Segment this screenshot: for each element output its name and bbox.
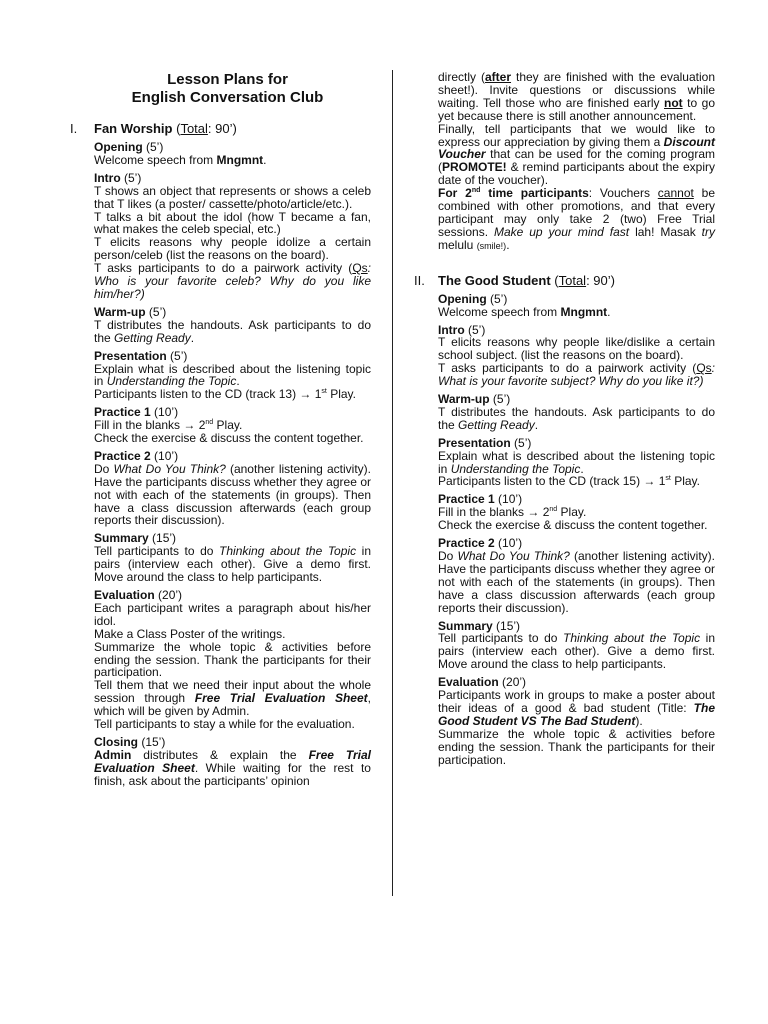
presentation-text-2: Participants listen to the CD (track 15) → 1st Play. — [438, 474, 700, 489]
practice1-text: Fill in the blanks → 2nd Play. — [438, 505, 587, 520]
practice1-text-2: Check the exercise & discuss the content together. — [438, 518, 708, 533]
evaluation-heading: Evaluation (20’) — [94, 588, 183, 602]
presentation-text: Explain what is described about the listening topic in Understanding the Topic. — [94, 361, 371, 389]
practice1-heading: Practice 1 (10’) — [94, 405, 179, 420]
section-1-heading: I. Fan Worship (Total: 90’) — [70, 121, 237, 136]
intro-text-1: T shows an object that represents or shows a celeb that T likes (a poster/ cassette/photo/article/etc.). — [94, 183, 371, 211]
practice2-text: Do What Do You Think? (another listening activity). Have the participants discuss whether they agree or not with each of the statements (in groups). Then have a class discussion afterwards (each group reports their discussion). — [94, 461, 371, 528]
presentation-heading: Presentation (5’) — [94, 348, 188, 363]
section-2-heading: II. The Good Student (Total: 90’) — [414, 272, 615, 288]
intro-text-3: T elicits reasons why people idolize a certain person/celeb (list the reasons on the board). — [94, 235, 371, 263]
evaluation-text-3: Summarize the whole topic & activities before ending the session. Thank the participants for their participation. — [94, 639, 371, 680]
section-name: Fan Worship — [94, 121, 173, 136]
warmup-heading: Warm-up (5’) — [94, 304, 167, 319]
left-column — [70, 71, 371, 788]
total-value: : 90’) — [207, 121, 237, 136]
summary-text: Tell participants to do Thinking about the Topic in pairs (interview each other). Give a demo first. Move around the class to help participants. — [438, 631, 715, 672]
opening-heading: Opening (5’) — [438, 291, 508, 306]
evaluation-heading: Evaluation (20’) — [438, 675, 527, 690]
intro-text-1: T elicits reasons why people like/dislike a certain school subject. (list the reasons on the board). — [438, 335, 715, 363]
warmup-text: T distributes the handouts. Ask participants to do the Getting Ready. — [438, 404, 715, 432]
total-label: Total — [558, 272, 587, 288]
presentation-text-2: Participants listen to the CD (track 13) → 1st Play. — [94, 387, 356, 402]
summary-text: Tell participants to do Thinking about the Topic in pairs (interview each other). Give a demo first. Move around the class to help participants. — [94, 544, 371, 585]
section-name: The Good Student — [438, 272, 551, 288]
total-label: Total — [180, 121, 208, 136]
closing-heading: Closing (15’) — [94, 734, 166, 749]
closing-text: Admin distributes & explain the Free Trial Evaluation Sheet. While waiting for the rest to finish, ask about the participants’ opinion — [94, 747, 371, 788]
opening-text: Welcome speech from Mngmnt. — [438, 304, 611, 319]
intro-heading: Intro (5’) — [438, 322, 486, 337]
warmup-text: T distributes the handouts. Ask participants to do the Getting Ready. — [94, 317, 371, 345]
closing-continued-3: For 2nd time participants: Vouchers cannot be combined with other promotions, and that every participant may only take 2 (two) Free Trial sessions. Make up your mind fast lah! Masak try melulu (smile!). — [438, 186, 716, 252]
opening-text: Welcome speech from Mngmnt. — [94, 152, 267, 167]
right-column — [414, 70, 716, 767]
practice2-heading: Practice 2 (10’) — [94, 448, 179, 463]
total-value: : 90’) — [586, 272, 615, 288]
intro-heading: Intro (5’) — [94, 170, 142, 185]
column-divider — [392, 70, 393, 896]
practice1-text: Fill in the blanks → 2nd Play. — [94, 418, 243, 433]
title-line-1: Lesson Plans for — [167, 71, 288, 88]
presentation-heading: Presentation (5’) — [438, 435, 532, 450]
practice1-heading: Practice 1 (10’) — [438, 492, 523, 507]
summary-heading: Summary (15’) — [438, 618, 521, 633]
evaluation-text-1: Participants work in groups to make a poster about their ideas of a good & bad student (Title: The Good Student VS The Bad Student). — [438, 688, 715, 728]
section-number: II. — [414, 272, 425, 288]
evaluation-text-2: Summarize the whole topic & activities before ending the session. Thank the participants for their participation. — [438, 726, 715, 767]
practice1-text-2: Check the exercise & discuss the content together. — [94, 431, 364, 446]
intro-text-2: T talks a bit about the idol (how T became a fan, what makes the celeb special, etc.) — [94, 209, 371, 237]
presentation-text: Explain what is described about the listening topic in Understanding the Topic. — [438, 448, 715, 476]
evaluation-text-5: Tell participants to stay a while for the evaluation. — [94, 717, 355, 732]
intro-text-4: T asks participants to do a pairwork activity (Qs: Who is your favorite celeb? Why do you like him/her?) — [94, 261, 371, 301]
closing-continued-1: directly (after they are finished with the evaluation sheet!). Invite questions or discussions while waiting. Tell those who are finished early not to go yet because there is still another announcement. — [438, 70, 716, 123]
opening-heading: Opening (5’) — [94, 140, 164, 154]
section-number: I. — [70, 121, 78, 136]
intro-text-2: T asks participants to do a pairwork activity (Qs: What is your favorite subject? Why do you like it?) — [438, 361, 715, 389]
evaluation-text-2: Make a Class Poster of the writings. — [94, 626, 286, 641]
practice2-text: Do What Do You Think? (another listening activity). Have the participants discuss whether they agree or not with each of the statements (in groups). Then have a class discussion afterwards (each group reports their discussion). — [438, 549, 715, 615]
summary-heading: Summary (15’) — [94, 531, 177, 546]
title-line-2: English Conversation Club — [131, 88, 324, 106]
evaluation-text-4: Tell them that we need their input about the whole session through Free Trial Evaluation Sheet, which will be given by Admin. — [94, 678, 371, 719]
warmup-heading: Warm-up (5’) — [438, 392, 511, 407]
practice2-heading: Practice 2 (10’) — [438, 536, 523, 551]
closing-continued-2: Finally, tell participants that we would like to express our appreciation by giving them a Discount Voucher that can be used for the coming program (PROMOTE! & remind participants about the expiry date of the voucher). — [438, 121, 715, 188]
evaluation-text-1: Each participant writes a paragraph about his/her idol. — [94, 600, 371, 628]
document-title — [84, 71, 371, 106]
